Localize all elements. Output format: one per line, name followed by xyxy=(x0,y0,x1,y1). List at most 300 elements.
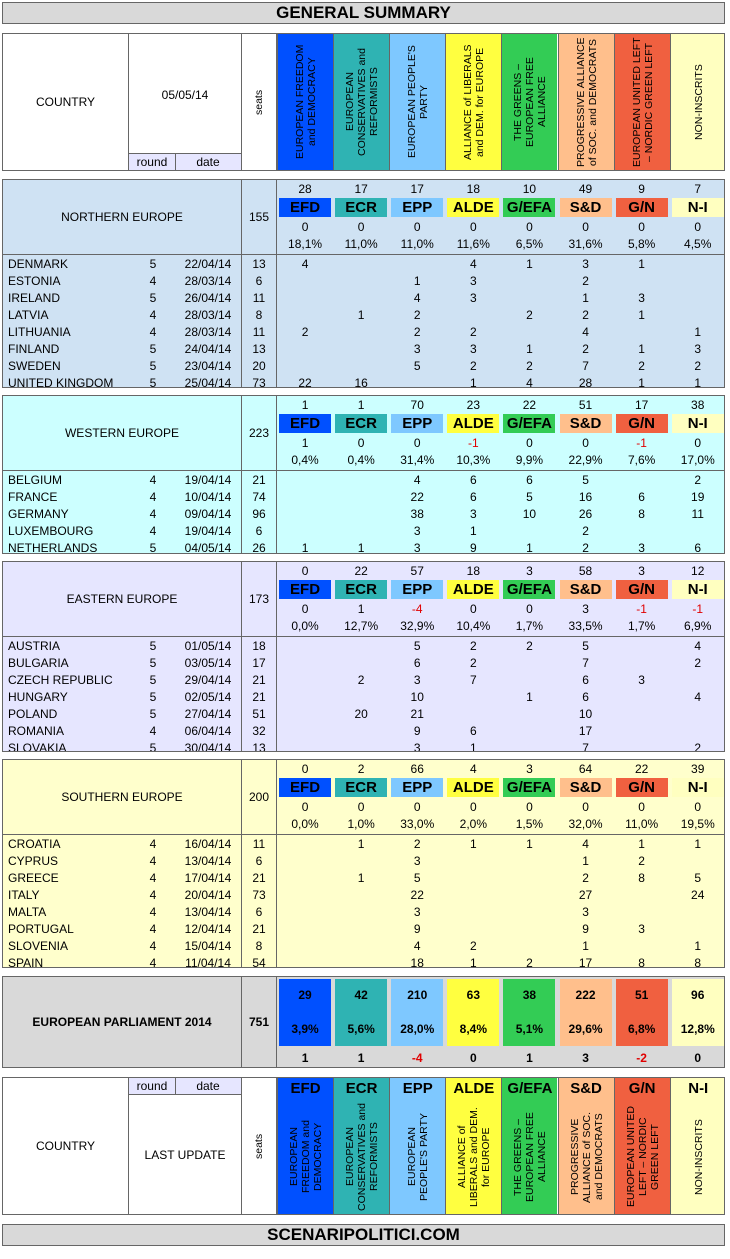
date-value: 02/05/14 xyxy=(184,690,232,704)
seat-cell: 4 xyxy=(413,291,421,305)
party-abbr-badge: ALDE xyxy=(447,778,499,797)
party-share: 9,9% xyxy=(515,453,544,467)
party-name: NON-INSCRITS xyxy=(692,64,705,140)
seat-cell: 9 xyxy=(582,922,589,936)
round-value: 4 xyxy=(149,724,157,738)
party-change: -1 xyxy=(636,602,647,616)
country-name: SPAIN xyxy=(8,956,44,968)
party-name: PROGRESSIVE ALLIANCE of SOC. and DEMOCRATS xyxy=(574,37,599,167)
region-southern-europe xyxy=(2,759,725,968)
date-value: 06/04/14 xyxy=(184,724,232,738)
country-name: MALTA xyxy=(8,905,47,919)
date-value: 29/04/14 xyxy=(184,673,232,687)
country-name: ROMANIA xyxy=(8,724,65,738)
date-value: 03/05/14 xyxy=(184,656,232,670)
seat-cell: 4 xyxy=(301,257,309,271)
party-share: 1,5% xyxy=(515,817,544,831)
party-header-efd xyxy=(277,34,333,170)
parliament-total: 96 xyxy=(691,988,705,1002)
party-share: 19,5% xyxy=(680,817,715,831)
seats-value: 11 xyxy=(252,291,266,305)
table-row xyxy=(3,506,725,523)
country-name: CROATIA xyxy=(8,837,61,851)
seat-cell: 1 xyxy=(470,741,477,752)
party-change: 3 xyxy=(582,602,589,616)
country-name: ESTONIA xyxy=(8,274,61,288)
seat-cell: 10 xyxy=(578,707,593,721)
region-name: NORTHERN EUROPE xyxy=(61,210,183,224)
region-western-europe xyxy=(2,395,725,554)
seat-cell: 24 xyxy=(691,888,705,902)
party-change: 0 xyxy=(357,436,365,450)
party-total: 39 xyxy=(691,762,705,776)
country-name: HUNGARY xyxy=(8,690,68,704)
seat-cell: 1 xyxy=(582,854,589,868)
seat-cell: 1 xyxy=(413,274,421,288)
parliament-change: 0 xyxy=(694,1051,702,1065)
country-name: LATVIA xyxy=(8,308,49,322)
party-abbr-badge: G/N xyxy=(616,778,668,797)
party-total: 28 xyxy=(298,182,312,196)
country-name: ITALY xyxy=(8,888,40,902)
party-change: 0 xyxy=(694,436,702,450)
party-abbr: EFD xyxy=(290,1080,321,1097)
parliament-total: 210 xyxy=(407,988,428,1002)
party-abbr-badge: ECR xyxy=(335,198,387,217)
region-seats: 200 xyxy=(248,790,270,804)
parliament-total: 63 xyxy=(466,988,481,1002)
party-abbr-badge: ALDE xyxy=(447,198,499,217)
round-value: 5 xyxy=(149,656,157,670)
party-header-ecr xyxy=(333,34,389,170)
party-abbr-badge: G/EFA xyxy=(503,414,555,433)
party-share: 32,0% xyxy=(568,817,603,831)
table-row xyxy=(3,672,725,689)
party-abbr-badge: S&D xyxy=(560,580,612,599)
round-value: 4 xyxy=(149,888,157,902)
party-total: 3 xyxy=(638,564,645,578)
bottom-date-label: date xyxy=(196,1079,220,1093)
country-name: AUSTRIA xyxy=(8,639,61,653)
parliament-total: 42 xyxy=(354,988,368,1002)
seat-cell: 2 xyxy=(526,308,533,322)
party-change: 0 xyxy=(357,800,365,814)
seat-cell: 3 xyxy=(413,741,421,752)
party-total: 49 xyxy=(578,182,593,196)
parliament-share: 8,4% xyxy=(459,1022,488,1036)
seat-cell: 3 xyxy=(413,541,421,554)
party-share: 0,0% xyxy=(291,619,319,633)
seats-value: 74 xyxy=(252,490,266,504)
seats-value: 32 xyxy=(252,724,266,738)
table-row xyxy=(3,938,725,955)
seat-cell: 6 xyxy=(694,541,702,554)
party-total: 22 xyxy=(634,762,649,776)
date-value: 26/04/14 xyxy=(184,291,232,305)
seat-cell: 2 xyxy=(470,939,477,953)
table-row xyxy=(3,853,725,870)
seat-cell: 6 xyxy=(470,490,477,504)
seat-cell: 1 xyxy=(357,308,365,322)
seat-cell: 22 xyxy=(298,376,312,388)
seat-cell: 18 xyxy=(410,956,424,968)
bottom-round-label: round xyxy=(136,1079,168,1093)
seat-cell: 22 xyxy=(410,888,424,902)
country-name: NETHERLANDS xyxy=(8,541,98,554)
party-abbr-badge: ALDE xyxy=(447,580,499,599)
party-abbr-badge: N-I xyxy=(672,580,724,599)
table-row xyxy=(3,689,725,706)
party-change: 0 xyxy=(301,220,309,234)
round-value: 5 xyxy=(149,376,157,388)
table-row xyxy=(3,904,725,921)
seat-cell: 2 xyxy=(413,837,421,851)
table-row xyxy=(3,358,725,375)
party-total: 70 xyxy=(410,398,424,412)
table-row xyxy=(3,655,725,672)
seat-cell: 7 xyxy=(582,359,589,373)
seat-cell: 1 xyxy=(638,308,645,322)
party-abbr-badge: G/N xyxy=(616,414,668,433)
seat-cell: 2 xyxy=(694,656,702,670)
seat-cell: 7 xyxy=(470,673,477,687)
party-name: EUROPEAN FREEDOM and DEMOCRACY xyxy=(294,44,319,160)
seats-value: 26 xyxy=(252,541,266,554)
party-total: 0 xyxy=(301,564,309,578)
party-share: 0,0% xyxy=(291,817,319,831)
table-row xyxy=(3,290,725,307)
seat-cell: 1 xyxy=(582,939,589,953)
bottom-country-label: COUNTRY xyxy=(35,1139,96,1153)
seats-value: 8 xyxy=(255,308,263,322)
seat-cell: 2 xyxy=(582,541,589,554)
seat-cell: 4 xyxy=(413,939,421,953)
party-change: 0 xyxy=(526,436,533,450)
date-value: 27/04/14 xyxy=(184,707,232,721)
table-row xyxy=(3,273,725,290)
last-update-label: LAST UPDATE xyxy=(144,1148,226,1162)
seat-cell: 8 xyxy=(638,871,645,885)
country-label: COUNTRY xyxy=(35,95,96,109)
party-share: 4,5% xyxy=(684,237,712,251)
table-row xyxy=(3,887,725,904)
date-value: 23/04/14 xyxy=(184,359,232,373)
seat-cell: 2 xyxy=(694,741,702,752)
seat-cell: 21 xyxy=(410,707,424,721)
party-change: 0 xyxy=(413,436,421,450)
seat-cell: 2 xyxy=(694,473,702,487)
country-name: CYPRUS xyxy=(8,854,59,868)
party-share: 0,4% xyxy=(291,453,319,467)
round-value: 4 xyxy=(149,922,157,936)
table-row xyxy=(3,489,725,506)
seats-value: 13 xyxy=(252,257,266,271)
country-name: UNITED KINGDOM xyxy=(8,376,114,388)
party-share: 1,7% xyxy=(515,619,544,633)
party-abbr-badge: EPP xyxy=(391,778,443,797)
party-change: 0 xyxy=(470,800,477,814)
date-value: 22/04/14 xyxy=(184,257,232,271)
party-change: -4 xyxy=(411,602,423,616)
seat-cell: 5 xyxy=(582,473,589,487)
seat-cell: 1 xyxy=(470,837,477,851)
country-name: SLOVAKIA xyxy=(8,741,67,752)
party-share: 17,0% xyxy=(680,453,715,467)
country-name: DENMARK xyxy=(8,257,69,271)
party-change: -1 xyxy=(692,602,704,616)
round-col-label: round xyxy=(136,155,168,169)
seats-value: 21 xyxy=(252,922,266,936)
date-value: 04/05/14 xyxy=(184,541,232,554)
round-value: 5 xyxy=(149,673,157,687)
party-total: 10 xyxy=(522,182,537,196)
seat-cell: 2 xyxy=(470,639,477,653)
region-seats: 173 xyxy=(248,592,270,606)
party-abbr-badge: ECR xyxy=(335,580,387,599)
party-abbr-badge: N-I xyxy=(672,414,724,433)
parliament-change: -4 xyxy=(411,1051,423,1065)
seat-cell: 4 xyxy=(470,257,477,271)
country-name: SWEDEN xyxy=(8,359,61,373)
seats-value: 6 xyxy=(255,905,263,919)
round-value: 4 xyxy=(149,490,157,504)
party-share: 32,9% xyxy=(400,619,435,633)
party-name: EUROPEAN UNITED LEFT – NORDIC GREEN LEFT xyxy=(630,37,655,167)
party-header-epp xyxy=(389,34,445,170)
seats-value: 20 xyxy=(252,359,266,373)
party-share: 1,0% xyxy=(347,817,375,831)
party-total: 22 xyxy=(354,564,368,578)
table-row xyxy=(3,921,725,938)
seat-cell: 16 xyxy=(578,490,593,504)
round-value: 4 xyxy=(149,854,157,868)
seats-value: 51 xyxy=(252,707,266,721)
country-name: BULGARIA xyxy=(8,656,69,670)
country-name: LITHUANIA xyxy=(8,325,71,339)
party-change: 0 xyxy=(357,220,365,234)
round-value: 5 xyxy=(149,291,157,305)
seat-cell: 1 xyxy=(638,376,645,388)
round-value: 4 xyxy=(149,939,157,953)
parliament-change: 1 xyxy=(301,1051,309,1065)
party-abbr-badge: G/EFA xyxy=(503,198,555,217)
round-value: 5 xyxy=(149,359,157,373)
seat-cell: 2 xyxy=(470,325,477,339)
seats-value: 73 xyxy=(252,376,266,388)
seat-cell: 4 xyxy=(582,837,589,851)
country-name: CZECH REPUBLIC xyxy=(8,673,113,687)
parliament-share: 6,8% xyxy=(627,1022,656,1036)
party-share: 31,6% xyxy=(568,237,603,251)
party-share: 11,0% xyxy=(344,237,378,251)
parliament-seats: 751 xyxy=(248,1015,270,1029)
seat-cell: 6 xyxy=(638,490,645,504)
round-value: 4 xyxy=(149,274,157,288)
seat-cell: 4 xyxy=(694,639,702,653)
region-name: SOUTHERN EUROPE xyxy=(61,790,183,804)
table-row xyxy=(3,341,725,358)
date-value: 09/04/14 xyxy=(184,507,232,521)
country-name: IRELAND xyxy=(8,291,61,305)
party-abbr-badge: N-I xyxy=(672,778,724,797)
seat-cell: 2 xyxy=(638,854,645,868)
seat-cell: 6 xyxy=(413,656,421,670)
seat-cell: 19 xyxy=(691,490,705,504)
country-name: SLOVENIA xyxy=(8,939,69,953)
party-abbr: ECR xyxy=(345,1080,378,1097)
party-share: 11,6% xyxy=(456,237,490,251)
party-change: -1 xyxy=(468,436,479,450)
seats-label: seats xyxy=(253,89,265,115)
party-change: 0 xyxy=(301,602,309,616)
seat-cell: 28 xyxy=(578,376,593,388)
region-name: WESTERN EUROPE xyxy=(64,426,179,440)
party-share: 11,0% xyxy=(625,817,659,831)
bottom-seats-label: seats xyxy=(253,1133,265,1159)
party-share: 6,5% xyxy=(515,237,544,251)
seat-cell: 3 xyxy=(413,854,421,868)
date-value: 24/04/14 xyxy=(184,342,232,356)
seat-cell: 10 xyxy=(410,690,424,704)
date-col-label: date xyxy=(196,155,220,169)
page-title: GENERAL SUMMARY xyxy=(2,2,725,24)
party-name: EUROPEAN CONSERVATIVES and REFORMISTS xyxy=(344,48,381,156)
parliament-share: 12,8% xyxy=(680,1022,715,1036)
party-total: 57 xyxy=(410,564,424,578)
party-header-sd xyxy=(558,34,614,170)
seat-cell: 1 xyxy=(357,871,365,885)
party-name: NON-INSCRITS xyxy=(692,1119,705,1195)
table-row xyxy=(3,256,725,273)
party-share: 33,0% xyxy=(400,817,435,831)
party-total: 58 xyxy=(578,564,593,578)
seat-cell: 3 xyxy=(413,673,421,687)
bottom-party-header-ni xyxy=(670,1078,725,1214)
round-value: 4 xyxy=(149,905,157,919)
seat-cell: 3 xyxy=(638,541,645,554)
seat-cell: 5 xyxy=(694,871,702,885)
party-share: 1,7% xyxy=(627,619,656,633)
party-total: 17 xyxy=(634,398,649,412)
party-total: 0 xyxy=(301,762,309,776)
date-value: 12/04/14 xyxy=(184,922,232,936)
parliament-share: 5,1% xyxy=(515,1022,544,1036)
seat-cell: 3 xyxy=(470,274,477,288)
party-abbr-badge: S&D xyxy=(560,198,612,217)
seat-cell: 7 xyxy=(582,741,589,752)
seats-value: 11 xyxy=(252,325,266,339)
region-eastern-europe xyxy=(2,561,725,752)
seat-cell: 1 xyxy=(638,257,645,271)
party-share: 7,6% xyxy=(627,453,656,467)
party-abbr-badge: S&D xyxy=(560,778,612,797)
seats-value: 21 xyxy=(252,690,266,704)
party-abbr-badge: N-I xyxy=(672,198,724,217)
date-value: 28/03/14 xyxy=(184,325,232,339)
date-value: 11/04/14 xyxy=(185,956,231,968)
party-total: 17 xyxy=(354,182,368,196)
party-share: 2,0% xyxy=(459,817,488,831)
region-seats: 223 xyxy=(248,426,270,440)
seat-cell: 2 xyxy=(582,871,589,885)
table-row xyxy=(3,740,725,752)
seat-cell: 1 xyxy=(357,541,365,554)
table-row xyxy=(3,836,725,853)
round-value: 5 xyxy=(149,707,157,721)
party-total: 7 xyxy=(694,182,702,196)
seat-cell: 5 xyxy=(582,639,589,653)
party-change: 0 xyxy=(582,800,589,814)
seat-cell: 3 xyxy=(694,342,702,356)
seat-cell: 8 xyxy=(638,956,645,968)
bottom-party-header-sd xyxy=(558,1078,614,1214)
seat-cell: 3 xyxy=(413,905,421,919)
party-abbr-badge: G/EFA xyxy=(503,580,555,599)
seats-value: 6 xyxy=(255,854,263,868)
party-abbr-badge: EFD xyxy=(279,580,331,599)
top-header xyxy=(2,33,725,171)
party-abbr-badge: ECR xyxy=(335,414,387,433)
seat-cell: 3 xyxy=(470,507,477,521)
party-total: 66 xyxy=(410,762,424,776)
seat-cell: 3 xyxy=(582,257,589,271)
header-date: 05/05/14 xyxy=(161,88,209,102)
table-row xyxy=(3,472,725,489)
date-value: 20/04/14 xyxy=(184,888,232,902)
parliament-total: 51 xyxy=(634,988,649,1002)
party-share: 5,8% xyxy=(627,237,656,251)
country-name: GERMANY xyxy=(8,507,69,521)
table-row xyxy=(3,307,725,324)
party-name: ALLIANCE of LIBERALS and DEM. for EUROPE xyxy=(456,1107,493,1207)
party-change: 0 xyxy=(694,800,702,814)
seat-cell: 17 xyxy=(578,956,593,968)
country-name: FINLAND xyxy=(8,342,60,356)
seat-cell: 1 xyxy=(694,325,702,339)
party-abbr: ALDE xyxy=(453,1080,495,1097)
round-value: 5 xyxy=(149,342,157,356)
round-value: 5 xyxy=(149,690,157,704)
seat-cell: 2 xyxy=(526,956,533,968)
parliament-share: 3,9% xyxy=(291,1022,319,1036)
region-northern-europe xyxy=(2,179,725,388)
party-share: 31,4% xyxy=(400,453,435,467)
table-row xyxy=(3,523,725,540)
seat-cell: 1 xyxy=(357,837,365,851)
seat-cell: 2 xyxy=(301,325,309,339)
party-total: 2 xyxy=(357,762,365,776)
party-share: 6,9% xyxy=(684,619,712,633)
party-change: 0 xyxy=(526,602,533,616)
parliament-total: 29 xyxy=(298,988,312,1002)
seat-cell: 2 xyxy=(582,308,589,322)
seat-cell: 9 xyxy=(413,724,421,738)
seats-value: 18 xyxy=(252,639,266,653)
party-abbr-badge: EFD xyxy=(279,778,331,797)
party-change: 0 xyxy=(694,220,702,234)
party-share: 12,7% xyxy=(344,619,379,633)
date-value: 01/05/14 xyxy=(184,639,232,653)
party-abbr-badge: ECR xyxy=(335,778,387,797)
seat-cell: 4 xyxy=(413,473,421,487)
table-row xyxy=(3,324,725,341)
round-value: 4 xyxy=(149,308,157,322)
party-total: 3 xyxy=(526,762,533,776)
seat-cell: 5 xyxy=(413,871,421,885)
party-header-gn xyxy=(614,34,670,170)
seat-cell: 1 xyxy=(526,257,533,271)
party-abbr-badge: EPP xyxy=(391,414,443,433)
